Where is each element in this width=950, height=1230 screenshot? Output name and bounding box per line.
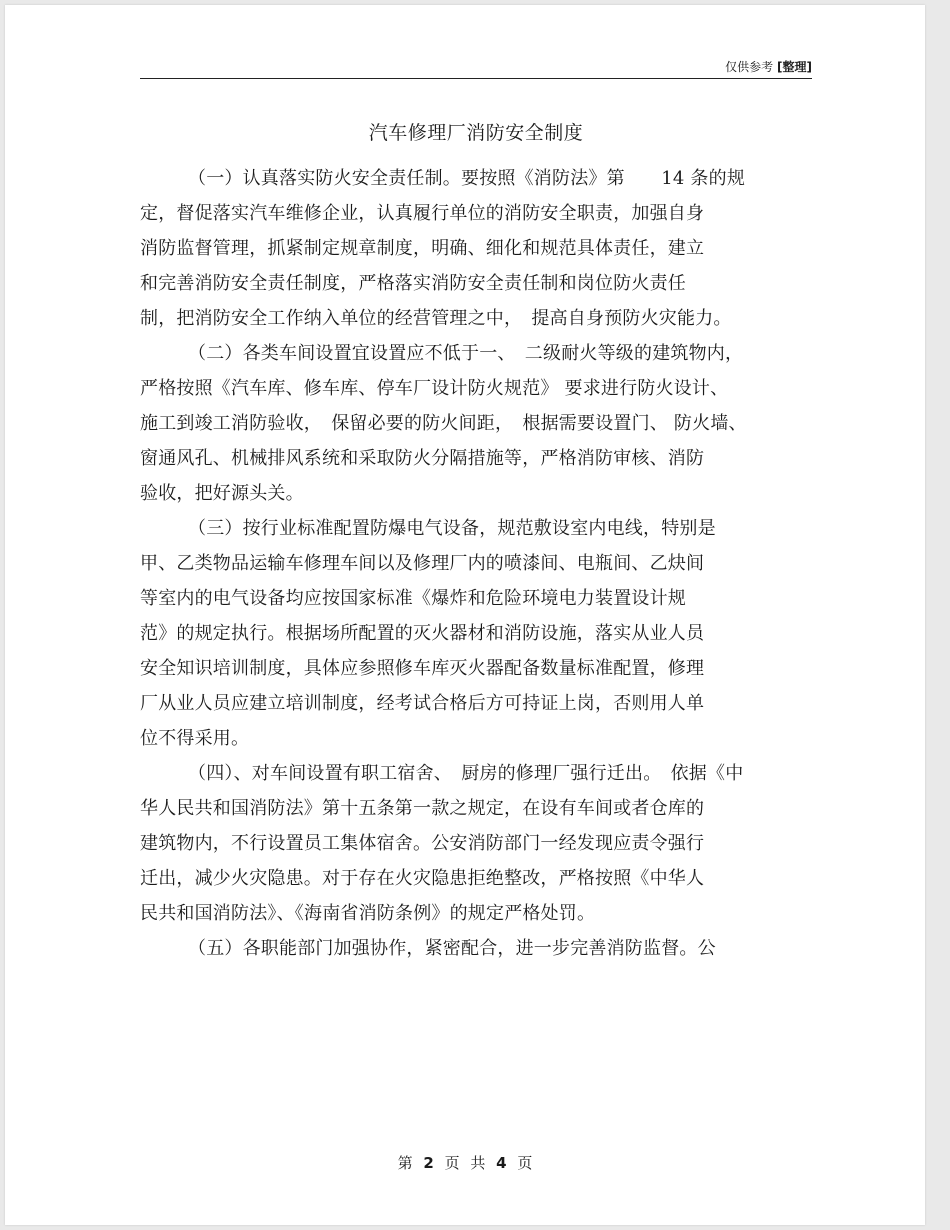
text-line: 建筑物内，不行设置员工集体宿舍。公安消防部门一经发现应责令强行: [140, 833, 705, 854]
document-body: [140, 161, 820, 966]
text-line: 定，督促落实汽车维修企业，认真履行单位的消防安全职责，加强自身: [140, 203, 705, 224]
text-line: （三）按行业标准配置防爆电气设备，规范敷设室内电线，特别是: [188, 518, 716, 539]
text-line: 和完善消防安全责任制度，严格落实消防安全责任制和岗位防火责任: [140, 273, 686, 294]
header-divider: [140, 78, 812, 79]
header-tag: [整理]: [777, 60, 812, 74]
page-footer: [5, 1153, 925, 1173]
text-line: 甲、乙类物品运输车修理车间以及修理厂内的喷漆间、电瓶间、乙炔间: [140, 553, 705, 574]
text-line: （二）各类车间设置宜设置应不低于一、 二级耐火等级的建筑物内，: [188, 343, 744, 364]
text-line: 厂从业人员应建立培训制度，经考试合格后方可持证上岗，否则用人单: [140, 693, 705, 714]
text-line: 等室内的电气设备均应按国家标准《爆炸和危险环境电力装置设计规: [140, 588, 686, 609]
page-header: [140, 57, 812, 77]
document-page: [5, 5, 925, 1225]
text-line: 民共和国消防法》、《海南省消防条例》的规定严格处罚。: [140, 903, 596, 924]
text-line: （四）、对车间设置有职工宿舍、 厨房的修理厂强行迁出。 依据《中: [188, 763, 744, 784]
text-line: 范》的规定执行。根据场所配置的灭火器材和消防设施，落实从业人员: [140, 623, 705, 644]
text-line: 窗通风孔、机械排风系统和采取防火分隔措施等，严格消防审核、消防: [140, 448, 705, 469]
text-line: 安全知识培训制度，具体应参照修车库灭火器配备数量标准配置，修理: [140, 658, 705, 679]
text-line: 验收，把好源头关。: [140, 483, 304, 504]
footer-total-pages: 4: [496, 1154, 507, 1172]
text-line: 迁出，减少火灾隐患。对于存在火灾隐患拒绝整改，严格按照《中华人: [140, 868, 705, 889]
footer-suffix: 页: [517, 1154, 533, 1172]
footer-middle: 页 共: [444, 1154, 486, 1172]
text-line: 严格按照《汽车库、修车库、停车厂设计防火规范》 要求进行防火设计、: [140, 378, 729, 399]
footer-current-page: 2: [423, 1154, 434, 1172]
text-line: 制，把消防安全工作纳入单位的经营管理之中， 提高自身预防火灾能力。: [140, 308, 732, 329]
text-line: 位不得采用。: [140, 728, 250, 749]
footer-prefix: 第: [397, 1154, 413, 1172]
text-line: （五）各职能部门加强协作，紧密配合，进一步完善消防监督。公: [188, 938, 716, 959]
header-note: 仅供参考: [725, 60, 774, 74]
document-title: 汽车修理厂消防安全制度: [368, 122, 584, 144]
text-line: 施工到竣工消防验收， 保留必要的防火间距， 根据需要设置门、 防火墙、: [140, 413, 747, 434]
text-line: 消防监督管理，抓紧制定规章制度，明确、细化和规范具体责任，建立: [140, 238, 705, 259]
text-line: 华人民共和国消防法》第十五条第一款之规定，在设有车间或者仓库的: [140, 798, 705, 819]
text-line: （一）认真落实防火安全责任制。要按照《消防法》第 14 条的规: [188, 168, 746, 189]
